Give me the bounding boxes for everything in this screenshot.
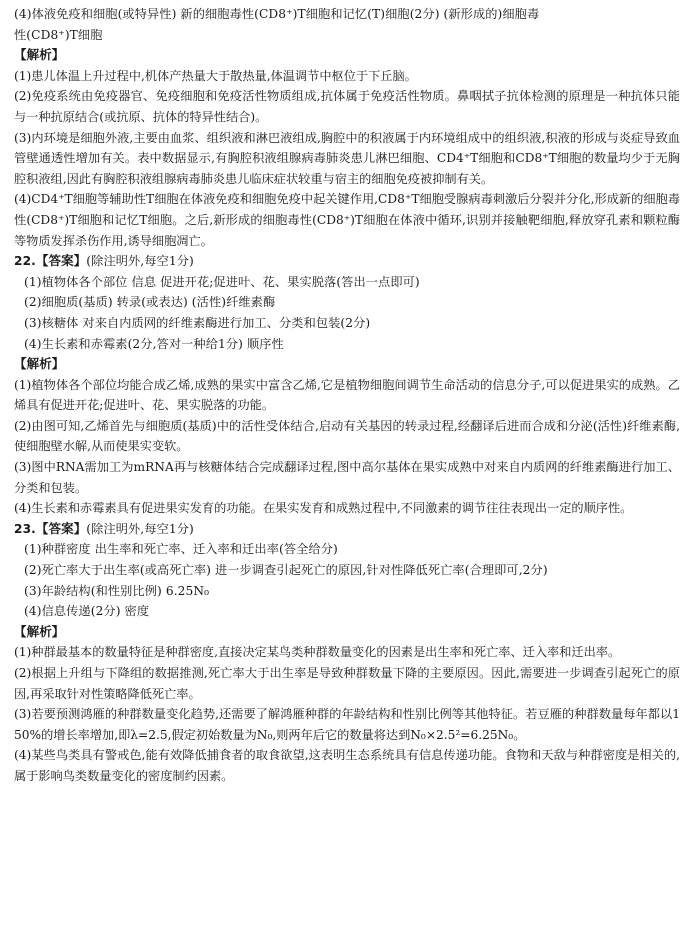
q21-analysis-label: 【解析】 <box>14 47 65 63</box>
q23-header <box>14 519 680 540</box>
q23-number: 23. <box>14 521 36 536</box>
q21-answer-4-line1: (4)体液免疫和细胞(或特异性) 新的细胞毒性(CD8⁺)T细胞和记忆(T)细胞(2分) (新形成的)细胞毒 <box>14 7 540 21</box>
q23-answer-1: (1)种群密度 出生率和死亡率、迁入率和迁出率(答全给分) <box>24 542 338 557</box>
q22-analysis-3: (3)图中RNA需加工为mRNA再与核糖体结合完成翻译过程,图中高尔基体在果实成熟中对来自内质网的纤维素酶进行加工、分类和包装。 <box>14 460 680 495</box>
q21-analysis-4: (4)CD4⁺T细胞等辅助性T细胞在体液免疫和细胞免疫中起关键作用,CD8⁺T细胞受腺病毒刺激后分裂并分化,形成新的细胞毒性(CD8⁺)T细胞和记忆T细胞。之后,新形成的细胞毒性(CD8⁺)T细胞在体液中循环,识别并接触靶细胞,释放穿孔素和颗粒酶等物质发挥杀伤作用,诱导细胞凋亡。 <box>14 192 680 248</box>
q22-analysis-1: (1)植物体各个部位均能合成乙烯,成熟的果实中富含乙烯,它是植物细胞间调节生命活动的信息分子,可以促进果实的成熟。乙烯具有促进开花;促进叶、花、果实脱落的功能。 <box>14 377 680 413</box>
q23-analysis-2: (2)根据上升组与下降组的数据推测,死亡率大于出生率是导致种群数量下降的主要原因。因此,需要进一步调查引起死亡的原因,再采取针对性策略降低死亡率。 <box>14 666 680 701</box>
q23-answer-label: 【答案】 <box>35 520 87 536</box>
q22-note: (除注明外,每空1分) <box>86 254 194 269</box>
q23-analysis-3: (3)若要预测鸿雁的种群数量变化趋势,还需要了解鸿雁种群的年龄结构和性别比例等其他特征。若豆雁的种群数量每年都以150%的增长率增加,即λ=2.5,假定初始数量为N₀,则两年后它的数量将达到N₀×2.5²=6.25N₀。 <box>14 707 680 742</box>
q23-answer-3: (3)年龄结构(和性别比例) 6.25N₀ <box>24 583 210 598</box>
q23-answer-2: (2)死亡率大于出生率(或高死亡率) 进一步调查引起死亡的原因,针对性降低死亡率(合理即可,2分) <box>24 563 548 578</box>
q23-analysis-1: (1)种群最基本的数量特征是种群密度,直接决定某鸟类种群数量变化的因素是出生率和死亡率、迁入率和迁出率。 <box>14 645 621 660</box>
q22-answer-1: (1)植物体各个部位 信息 促进开花;促进叶、花、果实脱落(答出一点即可) <box>24 274 420 289</box>
q22-header <box>14 251 680 272</box>
q22-analysis-4: (4)生长素和赤霉素具有促进果实发育的功能。在果实发育和成熟过程中,不同激素的调节往往表现出一定的顺序性。 <box>14 501 633 516</box>
q21-analysis-1: (1)患儿体温上升过程中,机体产热量大于散热量,体温调节中枢位于下丘脑。 <box>14 68 417 83</box>
q21-answer-4-line2: 性(CD8⁺)T细胞 <box>14 27 103 42</box>
q22-analysis-label: 【解析】 <box>14 356 65 372</box>
q23-answer-4: (4)信息传递(2分) 密度 <box>24 604 150 619</box>
q22-number: 22. <box>14 254 36 269</box>
q22-analysis-2: (2)由图可知,乙烯首先与细胞质(基质)中的活性受体结合,启动有关基因的转录过程,经翻译后进而合成和分泌(活性)纤维素酶,使细胞壁水解,从而使果实变软。 <box>14 418 680 454</box>
q23-analysis-4: (4)某些鸟类具有警戒色,能有效降低捕食者的取食欲望,这表明生态系统具有信息传递功能。食物和天敌与种群密度是相关的,属于影响鸟类数量变化的密度制约因素。 <box>14 748 680 783</box>
q22-answer-2: (2)细胞质(基质) 转录(或表达) (活性)纤维素酶 <box>24 295 276 310</box>
q22-answer-4: (4)生长素和赤霉素(2分,答对一种给1分) 顺序性 <box>24 336 284 351</box>
q22-answer-3: (3)核糖体 对来自内质网的纤维素酶进行加工、分类和包装(2分) <box>24 315 371 330</box>
q21-analysis-3: (3)内环境是细胞外液,主要由血浆、组织液和淋巴液组成,胸腔中的积液属于内环境组成中的组织液,积液的形成与炎症导致血管壁通透性增加有关。表中数据显示,有胸腔积液组腺病毒肺炎患儿淋巴细胞、CD4⁺T细胞和CD8⁺T细胞的数量均少于无胸腔积液组,因此有胸腔积液组腺病毒肺炎患儿临床症状较重与宿主的细胞免疫被抑制有关。 <box>14 130 680 186</box>
q23-note: (除注明外,每空1分) <box>86 521 194 536</box>
q23-analysis-label: 【解析】 <box>14 623 65 639</box>
q21-analysis-2: (2)免疫系统由免疫器官、免疫细胞和免疫活性物质组成,抗体属于免疫活性物质。鼻咽拭子抗体检测的原理是一种抗体只能与一种抗原结合(或抗原、抗体的特异性结合)。 <box>14 89 680 124</box>
q22-answer-label: 【答案】 <box>35 253 87 269</box>
